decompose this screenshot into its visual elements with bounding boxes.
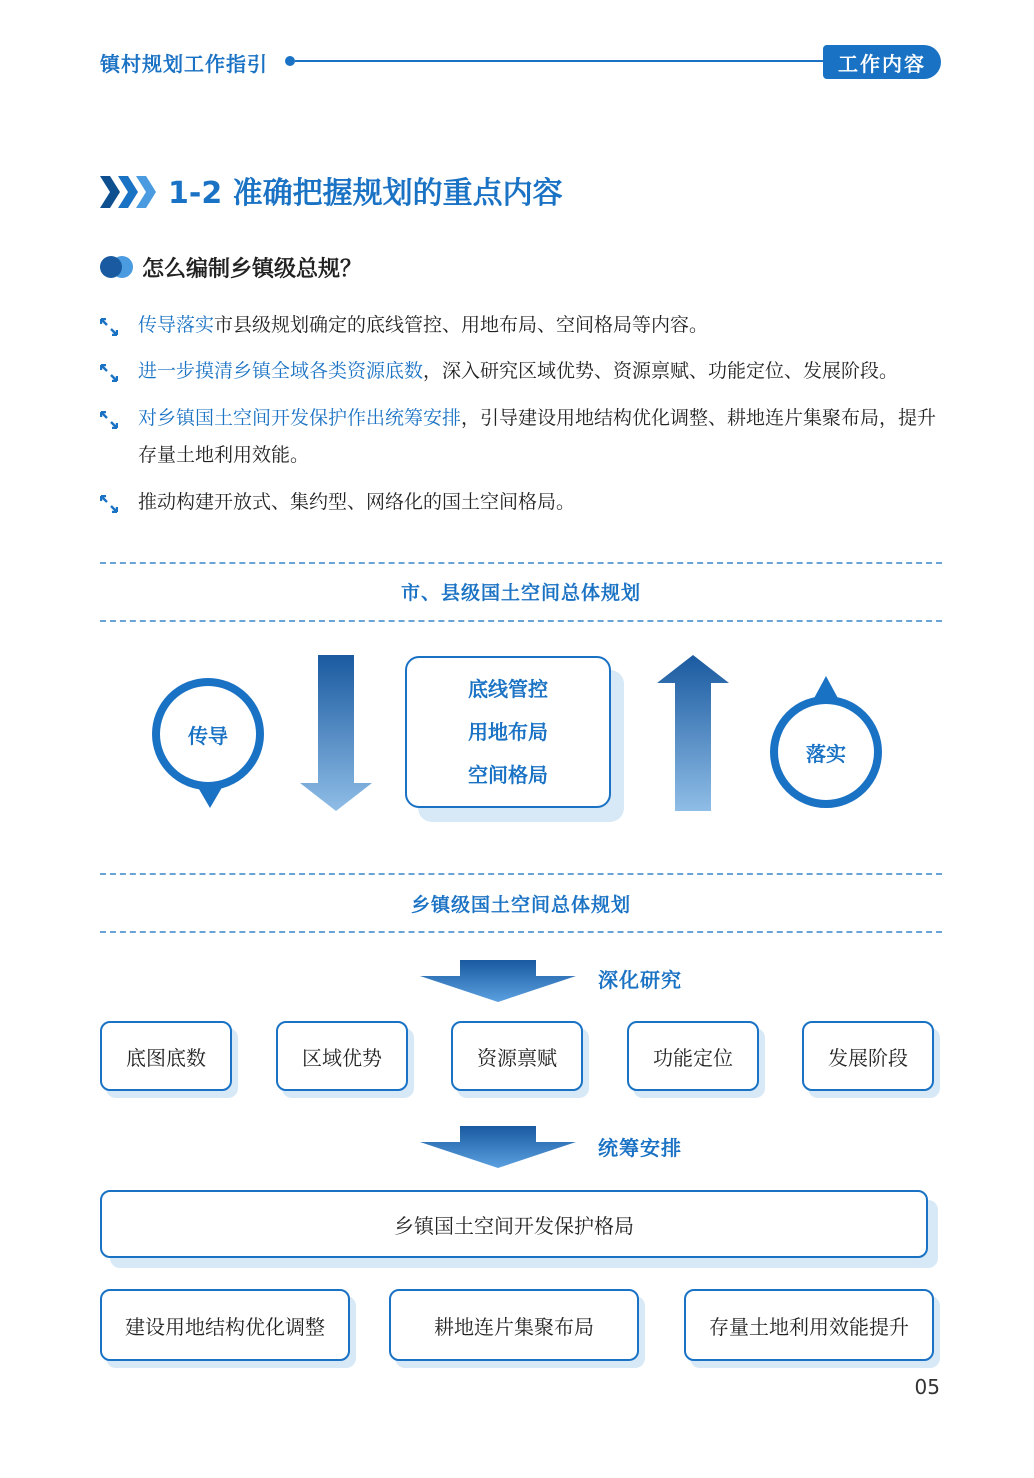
dashed-divider xyxy=(100,562,942,564)
bullet-item xyxy=(100,307,942,344)
research-box: 功能定位 xyxy=(627,1021,759,1091)
research-box: 底图底数 xyxy=(100,1021,232,1091)
expand-arrows-icon xyxy=(100,411,118,429)
page-number: 05 xyxy=(914,1375,940,1399)
implement-circle: 落实 xyxy=(770,696,882,808)
section-title: 1-2 准确把握规划的重点内容 xyxy=(168,176,563,211)
double-dot-icon xyxy=(100,256,134,278)
header-section-tag: 工作内容 xyxy=(823,45,941,79)
running-header-title: 镇村规划工作指引 xyxy=(100,52,268,76)
down-arrow-icon xyxy=(298,655,374,811)
research-box: 区域优势 xyxy=(276,1021,408,1091)
triple-chevron-icon xyxy=(100,176,158,208)
deepen-research-label: 深化研究 xyxy=(598,968,682,992)
control-item: 底线管控 xyxy=(468,677,548,701)
down-wide-arrow-icon xyxy=(420,1126,576,1168)
dashed-divider xyxy=(100,931,942,933)
top-band-title: 市、县级国土空间总体规划 xyxy=(400,582,641,604)
bullet-text: ，引导建设用地结构优化调整、耕地连片集聚布局，提升存量土地利用效能。 xyxy=(138,407,937,466)
bullet-item xyxy=(100,353,942,390)
header-rule xyxy=(295,60,835,62)
bullet-text: 推动构建开放式、集约型、网络化的国土空间格局。 xyxy=(138,491,576,513)
dashed-divider xyxy=(100,620,942,622)
transmit-circle: 传导 xyxy=(152,678,264,790)
bullet-highlight: 对乡镇国土空间开发保护作出统筹安排 xyxy=(138,407,462,429)
bottom-band-title: 乡镇级国土空间总体规划 xyxy=(410,894,631,916)
result-box: 耕地连片集聚布局 xyxy=(389,1289,639,1361)
up-arrow-icon xyxy=(655,655,731,811)
control-items-box xyxy=(405,656,611,808)
expand-arrows-icon xyxy=(100,495,118,513)
down-wide-arrow-icon xyxy=(420,960,576,1002)
expand-arrows-icon xyxy=(100,318,118,336)
coordinate-arrange-label: 统筹安排 xyxy=(598,1136,682,1160)
bullet-highlight: 进一步摸清乡镇全域各类资源底数 xyxy=(138,360,424,382)
research-box: 资源禀赋 xyxy=(451,1021,583,1091)
result-box: 建设用地结构优化调整 xyxy=(100,1289,350,1361)
subsection-title: 怎么编制乡镇级总规？ xyxy=(142,257,363,282)
control-item: 用地布局 xyxy=(468,720,548,744)
bullet-highlight: 传导落实 xyxy=(138,314,215,336)
header-dot xyxy=(285,56,295,66)
bullet-item xyxy=(100,400,942,474)
expand-arrows-icon xyxy=(100,364,118,382)
result-box: 存量土地利用效能提升 xyxy=(684,1289,934,1361)
bullet-text: ，深入研究区域优势、资源禀赋、功能定位、发展阶段。 xyxy=(423,360,899,382)
bullet-text: 市县级规划确定的底线管控、用地布局、空间格局等内容。 xyxy=(214,314,709,336)
bullet-item xyxy=(100,484,942,521)
control-item: 空间格局 xyxy=(468,763,548,787)
wide-pattern-box: 乡镇国土空间开发保护格局 xyxy=(100,1190,928,1258)
research-box: 发展阶段 xyxy=(802,1021,934,1091)
dashed-divider xyxy=(100,873,942,875)
